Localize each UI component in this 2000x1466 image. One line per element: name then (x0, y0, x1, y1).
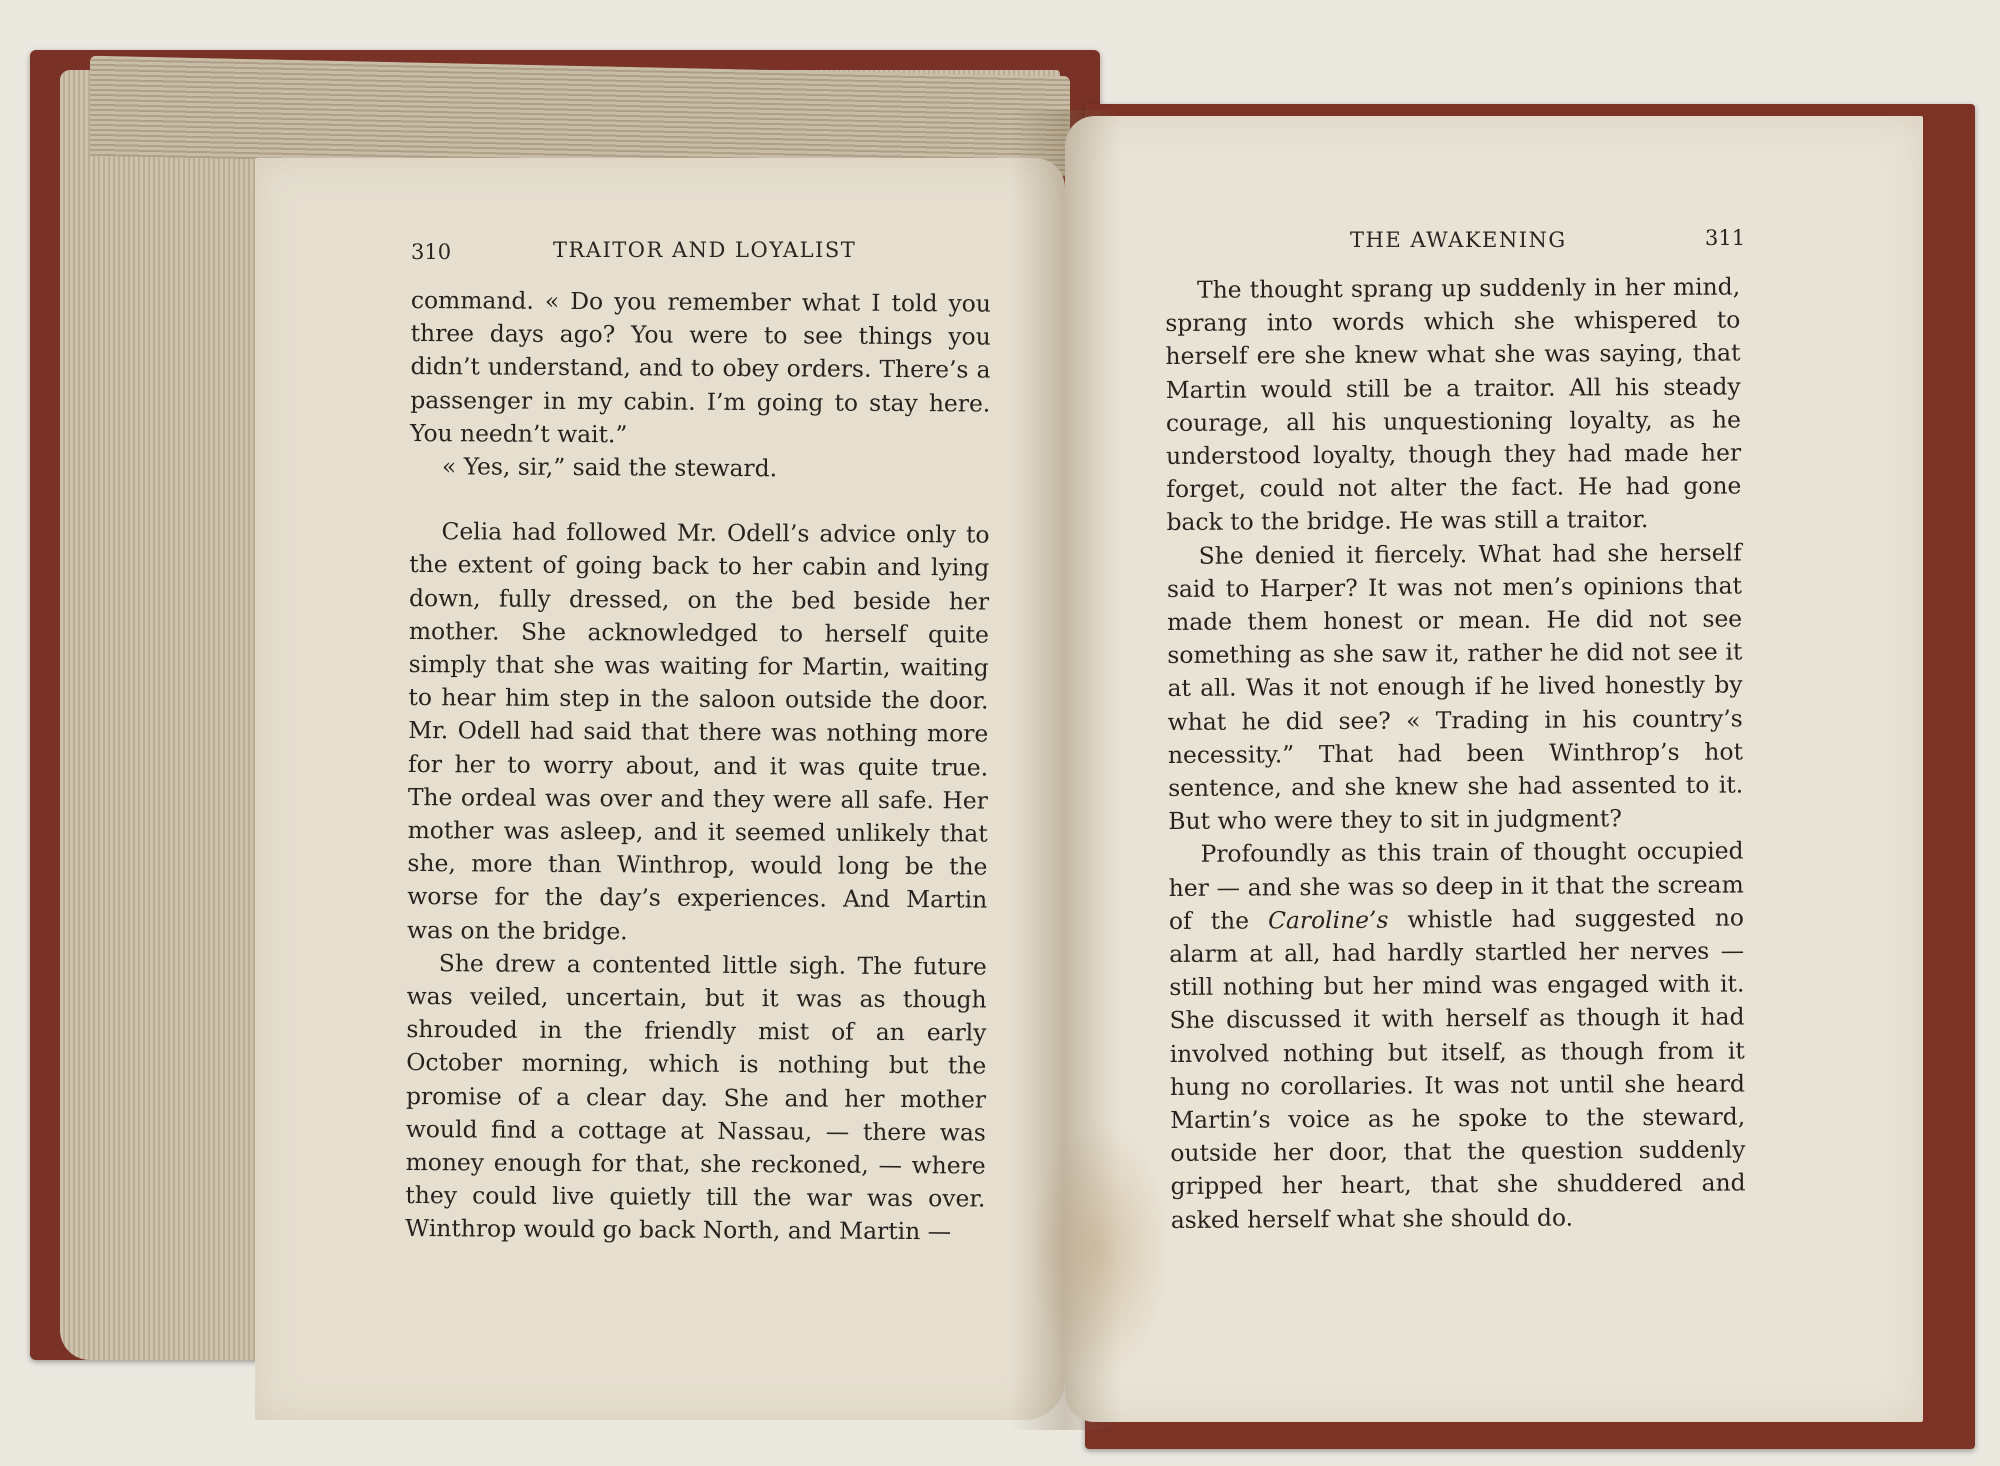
ship-name-italic: Caroline’s (1267, 905, 1389, 935)
left-paragraph: « Yes, sir,” said the steward. (441, 452, 778, 483)
right-paragraph (1168, 835, 1745, 1237)
paragraph-fragment: Profoundly as this train of thought occupied her — and she was so deep in it that the scream of the (1168, 836, 1744, 935)
right-page-number: 311 (1705, 226, 1746, 250)
left-page-number: 310 (411, 240, 452, 264)
left-running-head: TRAITOR AND LOYALIST (553, 238, 857, 262)
right-page-text (1165, 270, 1746, 1236)
left-paragraph: command. « Do you remember what I told you three days ago? You were to see things you didn’t understand, and to obey orders. There’s a passenger in my cabin. I’m going to stay here. You needn’t wait.” (410, 285, 991, 449)
left-paragraph: She drew a contented little sigh. The future was veiled, uncertain, but it was as though shrouded in the friendly mist of an early October morning, which is nothing but the promise of a clear day. She and her mother would find a cottage at Nassau, — there was money enough for that, she reckoned, — where they could live quietly till the war was over. Winthrop would go back North, and Martin — (405, 949, 987, 1246)
right-paragraph: She denied it fiercely. What had she herself said to Harper? It was not men’s opinions that made them honest or mean. He did not see something as she saw it, rather he did not see it at all. Was it not enough if he lived honestly by what he did see? « Trading in his country’s necessity.” That had been Winthrop’s hot sentence, and she knew she had assented to it. But who were they to sit in judgment? (1166, 538, 1744, 836)
right-running-head: THE AWAKENING (1350, 228, 1567, 252)
left-page-text (405, 284, 991, 1249)
paragraph-fragment: whistle had suggested no alarm at all, had hardly startled her nerves — still nothing but her mind was engaged with it. She discussed it with herself as though it had involved nothing but itself, as though from it hung no corollaries. It was not until she heard Martin’s voice as he spoke to the steward, outside her door, that the question suddenly gripped her heart, that she shuddered and asked herself what she should do. (1169, 903, 1746, 1234)
left-paragraph: Celia had followed Mr. Odell’s advice only to the extent of going back to her cabin and lying down, fully dressed, on the bed beside her mother. She acknowledged to herself quite simply that she was waiting for Martin, waiting to hear him step in the saloon outside the door. Mr. Odell had said that there was nothing more for her to worry about, and it was quite true. The ordeal was over and they were all safe. Her mother was asleep, and it seemed unlikely that she, more than Winthrop, would long be the worse for the day’s experiences. And Martin was on the bridge. (406, 517, 990, 945)
section-break (410, 483, 990, 519)
water-stain (1030, 1120, 1170, 1380)
right-paragraph: The thought sprang up suddenly in her mind, sprang into words which she whispered to herself ere she knew what she was saying, that Martin would still be a traitor. All his steady courage, all his unquestioning loyalty, as he understood loyalty, though they had made her forget, could not alter the fact. He had gone back to the bridge. He was still a traitor. (1165, 272, 1742, 537)
